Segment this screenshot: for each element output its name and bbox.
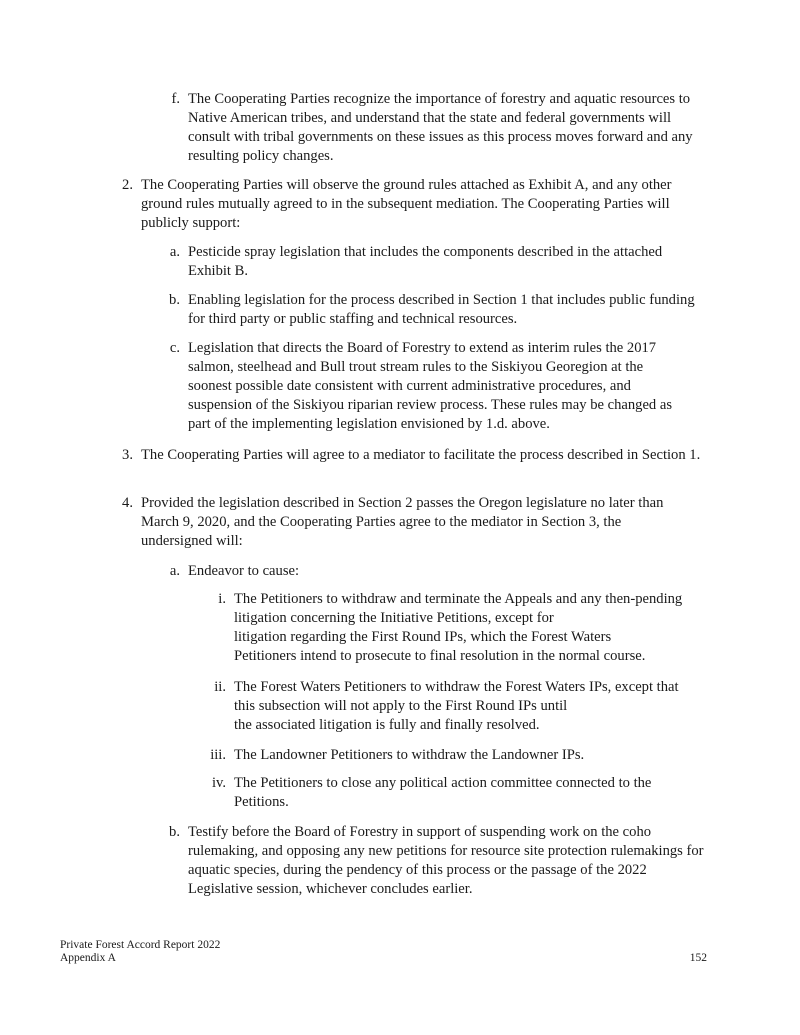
list-marker: a. xyxy=(169,563,180,579)
list-item-2a xyxy=(169,243,708,281)
list-item-text: Legislation that directs the Board of Forestry to extend as interim rules the 2017 salmon, steelhead and Bull trout stream rules to the Siskiyou Georegion at the soonest possible date consistent with current administrative procedures, and suspension of the Siskiyou riparian review process. These rules may be changed as part of the implementing legislation envisioned by 1.d. above. xyxy=(188,340,673,432)
list-item-2 xyxy=(122,176,709,233)
list-item-text: The Petitioners to close any political action committee connected to the Petitions. xyxy=(234,775,652,810)
list-item-4 xyxy=(122,494,696,551)
list-item-text: Pesticide spray legislation that includes the components described in the attached Exhibit B. xyxy=(188,244,663,279)
list-item-line: the associated litigation is fully and finally resolved. xyxy=(234,717,540,733)
list-item-4a-i xyxy=(218,590,724,666)
list-marker: 2. xyxy=(122,177,133,193)
footer-appendix: Appendix A xyxy=(60,952,116,964)
list-item-text: The Cooperating Parties recognize the importance of forestry and aquatic resources to Native American tribes, and understand that the state and federal governments will consult with tribal governments on these issues as this process moves forward and any resulting policy changes. xyxy=(188,91,693,164)
list-item-4a-iv xyxy=(211,774,704,812)
list-item-text: The Cooperating Parties will observe the ground rules attached as Exhibit A, and any other ground rules mutually agreed to in the subsequent mediation. The Cooperating Parties will publicly support: xyxy=(141,177,672,231)
list-item-4b xyxy=(169,823,710,899)
list-marker: 3. xyxy=(122,447,133,463)
list-marker: 4. xyxy=(122,495,133,511)
list-item-text: Provided the legislation described in Section 2 passes the Oregon legislature no later than March 9, 2020, and the Cooperating Parties agree to the mediator in Section 3, the undersigned will: xyxy=(141,495,664,549)
list-item-text: The Landowner Petitioners to withdraw the Landowner IPs. xyxy=(234,747,585,763)
list-marker: i. xyxy=(218,591,226,607)
list-item-4a-iii xyxy=(210,746,724,765)
list-marker: ii. xyxy=(214,679,226,695)
list-item-text: Enabling legislation for the process described in Section 1 that includes public funding for third party or public staffing and technical resources. xyxy=(188,292,695,327)
list-item-text: Testify before the Board of Forestry in support of suspending work on the coho rulemaking, and opposing any new petitions for resource site protection rulemakings for aquatic species, during the pendency of this process or the passage of the 2022 Legislative session, whichever concludes earlier. xyxy=(188,824,704,897)
list-marker: b. xyxy=(169,824,180,840)
list-item-text: The Cooperating Parties will agree to a mediator to facilitate the process described in Section 1. xyxy=(141,447,701,463)
list-marker: a. xyxy=(169,244,180,260)
footer-page-number: 152 xyxy=(689,952,707,964)
list-item-2b xyxy=(169,291,708,329)
list-item-4a xyxy=(169,562,708,581)
list-item-line: The Petitioners to withdraw and terminate the Appeals and any then-pending xyxy=(234,591,683,607)
list-marker: f. xyxy=(171,91,180,107)
list-item-4a-ii xyxy=(214,678,724,735)
list-marker: c. xyxy=(169,340,180,356)
list-item-line: this subsection will not apply to the First Round IPs until xyxy=(234,698,568,714)
list-item-2c xyxy=(169,339,688,434)
list-marker: b. xyxy=(169,292,180,308)
list-item-line: Petitioners intend to prosecute to final resolution in the normal course. xyxy=(234,648,646,664)
list-item-3 xyxy=(122,446,711,465)
list-item-1f xyxy=(171,90,712,166)
list-item-text: Endeavor to cause: xyxy=(188,563,300,579)
list-marker: iv. xyxy=(211,775,226,791)
list-marker: iii. xyxy=(210,747,226,763)
list-item-line: litigation concerning the Initiative Petitions, except for xyxy=(234,610,554,626)
list-item-line: The Forest Waters Petitioners to withdraw the Forest Waters IPs, except that xyxy=(234,679,679,695)
footer-report-title: Private Forest Accord Report 2022 xyxy=(60,939,221,951)
list-item-line: litigation regarding the First Round IPs, which the Forest Waters xyxy=(234,629,612,645)
